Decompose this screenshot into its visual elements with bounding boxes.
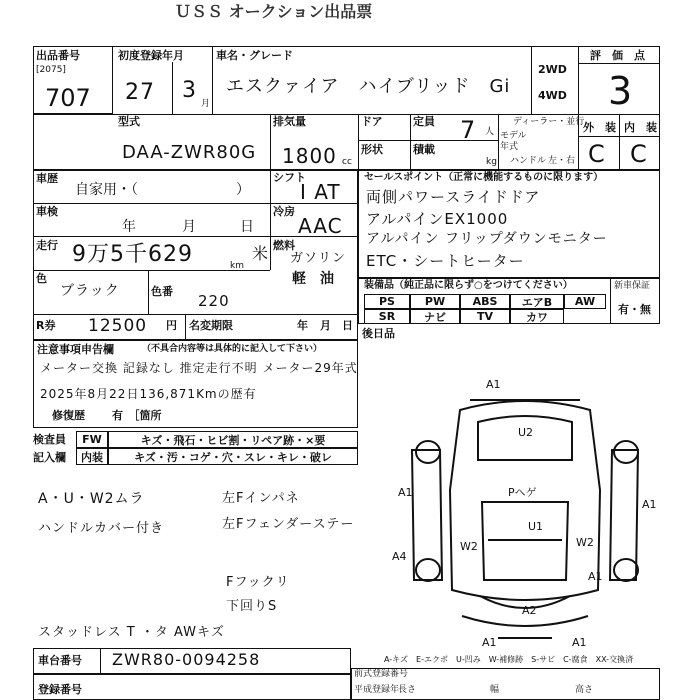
equip-ps: PS <box>364 294 410 309</box>
diagram-mark-11: A2 <box>522 604 537 617</box>
capacity-unit: 人 <box>485 127 495 137</box>
bottom-ht: 高さ <box>575 685 594 695</box>
title-change-year: 年 <box>297 319 308 332</box>
bottom-fmt: 平成登録年 <box>354 685 400 695</box>
fuel-petrol: ガソリン <box>290 251 347 266</box>
inspector-fw: FW <box>76 431 108 448</box>
entry-row: キズ・汚・コゲ・穴・スレ・キレ・破レ <box>108 448 358 465</box>
dealer-model: モデル <box>500 131 527 141</box>
displacement-value: 1800 <box>282 144 337 168</box>
sales-line-2: アルパインEX1000 <box>366 210 509 228</box>
color-value: ブラック <box>60 283 120 299</box>
lot-number: 707 <box>45 84 91 112</box>
diagram-mark-3: A1 <box>398 486 413 499</box>
bottom-pre: 前式登録番号 <box>354 669 409 679</box>
sales-line-1: 両側パワースライドドア <box>366 188 541 206</box>
equip-pw: PW <box>410 294 460 309</box>
notes-label: 注意事項申告欄 <box>37 343 114 356</box>
shape-label: 形状 <box>361 143 383 156</box>
inspection-month: 月 <box>182 219 196 235</box>
recycle-value: 12500 <box>88 316 148 336</box>
handle-label: ハンドル <box>510 156 547 166</box>
reg-month: 3 <box>182 78 197 103</box>
mileage-label: 走行 <box>36 239 58 252</box>
car-name-value: エスクァイア ハイブリッド Gi <box>226 76 511 97</box>
frame-value: ZWR80-0094258 <box>112 650 261 669</box>
entry-interior: 内装 <box>76 448 108 465</box>
equip-tv: TV <box>460 309 510 324</box>
mileage-unit: km <box>230 261 244 271</box>
equip-abs: ABS <box>460 294 510 309</box>
reg-year: 27 <box>125 80 155 105</box>
remark-right-2: 左Fフェンダーステー <box>222 517 355 532</box>
lot-sub: [2075] <box>36 65 66 75</box>
reg-date-label: 初度登録年月 <box>118 49 184 62</box>
lot-label: 出品番号 <box>36 49 80 62</box>
reg-no-label: 登録番号 <box>38 683 82 696</box>
color-code-label: 色番 <box>151 285 173 298</box>
recycle-label: R券 <box>36 319 56 332</box>
exterior-label: 外 装 <box>583 121 616 134</box>
use-label: 車歴 <box>36 172 58 185</box>
drive-2wd: 2WD <box>538 63 567 76</box>
inspection-label: 車検 <box>36 205 58 218</box>
dealer-year: 年式 <box>500 142 519 152</box>
exterior-value: C <box>588 140 606 168</box>
notes-line-1: メーター交換 記録なし 推定走行不明 メーター29年式 <box>40 361 358 375</box>
entry-label: 記入欄 <box>33 451 66 464</box>
bottom-wid: 幅 <box>490 685 500 695</box>
score-label: 評 価 点 <box>590 49 645 62</box>
fuel-diesel: 軽 油 <box>292 271 334 287</box>
inspection-year: 年 <box>122 219 136 235</box>
use-value: 自家用・（ ） <box>75 182 250 198</box>
interior-value: C <box>630 140 648 168</box>
remark-right-1: 左Fインパネ <box>222 491 300 506</box>
new-warranty-label: 新車保証 <box>614 281 651 291</box>
equip-airbag: エアB <box>510 294 564 309</box>
damage-diagram <box>390 378 660 652</box>
diagram-mark-6: W2 <box>460 540 478 553</box>
mileage-value: 9万5千629 <box>72 242 193 267</box>
model-value: DAA-ZWR80G <box>122 142 257 163</box>
displacement-unit: cc <box>342 157 352 167</box>
diagram-mark-7: U1 <box>528 520 544 533</box>
equip-sr: SR <box>364 309 410 324</box>
sales-line-3: アルパイン フリップダウンモニター <box>366 231 608 247</box>
diagram-mark-2: U2 <box>518 426 534 439</box>
diagram-mark-10: A1 <box>588 570 603 583</box>
shift-value: I AT <box>300 180 341 204</box>
remark-right-4: 下回りS <box>226 599 278 614</box>
sales-line-4: ETC・シートヒーター <box>366 252 525 270</box>
handle-opts: 左・右 <box>548 156 576 166</box>
frame-label: 車台番号 <box>38 654 82 667</box>
diagram-mark-1: A1 <box>486 378 501 391</box>
load-unit: kg <box>486 157 497 167</box>
aircon-value: AAC <box>298 214 343 238</box>
dealer-label: ディーラー・並行 <box>513 117 585 127</box>
bottom-len: 長さ <box>398 685 417 695</box>
sheet-title: ＵＳＳ オークション出品票 <box>175 2 373 21</box>
equip-aw: AW <box>564 294 606 309</box>
title-change-day: 日 <box>342 319 353 332</box>
title-change-label: 名変期限 <box>189 319 233 332</box>
inspector-row: キズ・飛石・ヒビ割・リペア跡・×要 <box>108 431 358 448</box>
drive-4wd: 4WD <box>538 89 567 102</box>
remark-left-2: ハンドルカバー付き <box>38 521 165 536</box>
sales-points-label: セールスポイント（正常に機能するものに限ります） <box>364 172 604 183</box>
fuel-label: 燃料 <box>273 239 295 252</box>
diagram-mark-12: A1 <box>482 636 497 649</box>
recycle-unit: 円 <box>166 319 177 332</box>
load-label: 積載 <box>413 143 435 156</box>
diagram-legend: A-キズ E-エクボ U-凹み W-補修跡 S-サビ C-腐食 XX-交換済 <box>384 655 634 664</box>
equipment-label: 装備品（純正品に限らず○をつけてください） <box>364 280 573 291</box>
diagram-mark-9: A4 <box>392 550 407 563</box>
inspection-day: 日 <box>240 219 254 235</box>
color-label: 色 <box>36 272 47 285</box>
repair-label: 修復歴 <box>52 409 85 422</box>
repair-value: 有 ［箇所 <box>112 409 162 422</box>
diagram-mark-5: A1 <box>642 498 657 511</box>
door-label: ドア <box>361 115 383 128</box>
mileage-mark: 米 <box>252 244 270 263</box>
remark-right-3: Fフックリ <box>226 575 290 590</box>
equip-leather: カワ <box>510 309 564 324</box>
score-value: 3 <box>608 69 634 113</box>
new-warranty-opts: 有・無 <box>618 303 651 316</box>
displacement-label: 排気量 <box>273 115 306 128</box>
diagram-mark-4: Pヘゲ <box>508 486 537 499</box>
capacity-value: 7 <box>460 116 477 144</box>
equip-navi: ナビ <box>410 309 460 324</box>
color-code: 220 <box>198 292 230 310</box>
inspector-label: 検査員 <box>33 433 66 446</box>
interior-label: 内 装 <box>624 121 657 134</box>
model-label: 型式 <box>118 115 140 128</box>
title-change-month: 月 <box>320 319 331 332</box>
rear-seat-label: 後日品 <box>362 327 395 340</box>
car-name-label: 車名・グレード <box>216 49 293 62</box>
diagram-mark-13: A1 <box>572 636 587 649</box>
aircon-label: 冷房 <box>273 205 295 218</box>
shift-label: シフト <box>273 171 306 184</box>
notes-hint: （不具合内容等は具体的に記入して下さい） <box>142 344 323 354</box>
remark-left-3: スタッドレス T ・タ AWキズ <box>38 625 225 640</box>
reg-month-unit: 月 <box>201 99 211 109</box>
remark-left-1: A・U・W2ムラ <box>38 491 145 507</box>
diagram-mark-8: W2 <box>576 536 594 549</box>
notes-line-2: 2025年8月22日136,871Kmの歴有 <box>40 387 257 401</box>
capacity-label: 定員 <box>413 115 435 128</box>
